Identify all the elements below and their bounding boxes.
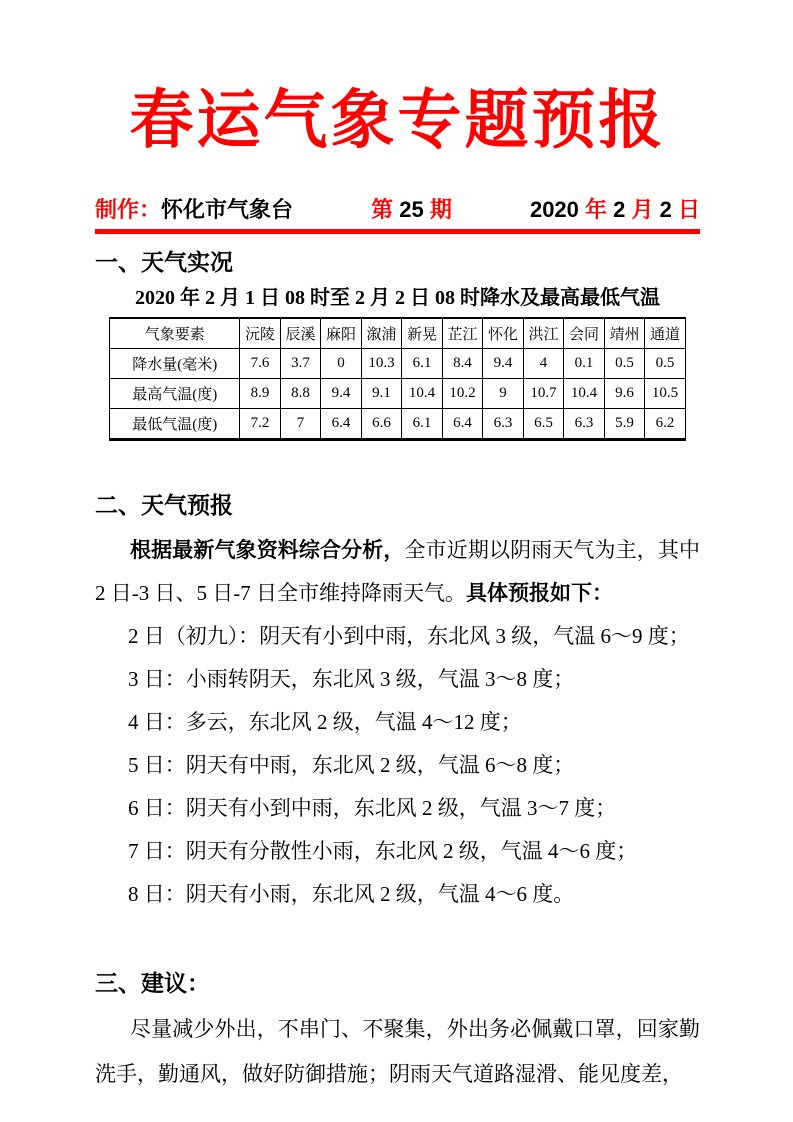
table-cell: 10.7 bbox=[523, 379, 564, 409]
column-header: 洪江 bbox=[523, 318, 564, 349]
column-header: 通道 bbox=[645, 318, 686, 349]
table-cell: 0.5 bbox=[645, 349, 686, 379]
table-cell: 9.6 bbox=[604, 379, 645, 409]
date-year: 2020 bbox=[529, 197, 579, 222]
table-cell: 6.1 bbox=[402, 349, 443, 379]
column-header: 沅陵 bbox=[240, 318, 281, 349]
date-day-label: 日 bbox=[671, 197, 700, 222]
section-heading-weather-actual: 一、天气实况 bbox=[95, 249, 233, 275]
table-cell: 5.9 bbox=[604, 409, 645, 440]
table-cell: 6.5 bbox=[523, 409, 564, 440]
table-cell: 0.5 bbox=[604, 349, 645, 379]
section-heading-advice: 三、建议： bbox=[95, 970, 210, 996]
document-content bbox=[0, 80, 793, 1097]
table-cell: 6.4 bbox=[442, 409, 483, 440]
table-row bbox=[110, 409, 686, 440]
forecast-intro-body: 全市近期以阴雨天气为主，其中 2 日-3 日、5 日-7 日全市维持降雨天气。 bbox=[95, 538, 700, 605]
table-cell: 6.1 bbox=[402, 409, 443, 440]
table-cell: 8.8 bbox=[280, 379, 321, 409]
issue-prefix: 第 bbox=[371, 197, 400, 222]
table-cell: 6.3 bbox=[483, 409, 524, 440]
table-header-row bbox=[110, 318, 686, 349]
table-cell: 9 bbox=[483, 379, 524, 409]
forecast-intro-paragraph bbox=[95, 529, 700, 615]
table-cell: 6.3 bbox=[564, 409, 605, 440]
table-cell: 7 bbox=[280, 409, 321, 440]
page-title: 春运气象专题预报 bbox=[129, 85, 666, 156]
date-year-label: 年 bbox=[578, 197, 614, 222]
column-header: 气象要素 bbox=[110, 318, 240, 349]
column-header: 辰溪 bbox=[280, 318, 321, 349]
table-cell: 7.6 bbox=[240, 349, 281, 379]
date-month: 2 bbox=[613, 197, 626, 222]
column-header: 溆浦 bbox=[361, 318, 402, 349]
issue-info bbox=[371, 196, 452, 224]
table-cell: 10.5 bbox=[645, 379, 686, 409]
table-cell: 8.9 bbox=[240, 379, 281, 409]
table-cell: 9.4 bbox=[321, 379, 362, 409]
forecast-line-day7: 7 日：阴天有分散性小雨，东北风 2 级，气温 4～6 度； bbox=[128, 839, 638, 863]
table-row bbox=[110, 349, 686, 379]
forecast-line-day3: 3 日：小雨转阴天，东北风 3 级，气温 3～8 度； bbox=[128, 667, 575, 691]
table-cell: 0 bbox=[321, 349, 362, 379]
forecast-intro-bold-lead: 根据最新气象资料综合分析， bbox=[130, 539, 405, 562]
producer-label: 制作： bbox=[95, 197, 162, 222]
column-header: 麻阳 bbox=[321, 318, 362, 349]
forecast-line-day4: 4 日：多云，东北风 2 级，气温 4～12 度； bbox=[128, 710, 522, 734]
forecast-line-day6: 6 日：阴天有小到中雨，东北风 2 级，气温 3～7 度； bbox=[128, 796, 617, 820]
forecast-list bbox=[95, 615, 700, 916]
table-cell: 9.1 bbox=[361, 379, 402, 409]
weather-table-head bbox=[110, 318, 686, 349]
column-header: 靖州 bbox=[604, 318, 645, 349]
table-cell: 6.4 bbox=[321, 409, 362, 440]
header-info-row bbox=[95, 196, 700, 224]
table-cell: 6.6 bbox=[361, 409, 402, 440]
issue-date bbox=[530, 196, 700, 224]
table-row bbox=[110, 379, 686, 409]
weather-table-body bbox=[110, 349, 686, 440]
column-header: 新晃 bbox=[402, 318, 443, 349]
row-label: 降水量(毫米) bbox=[110, 349, 240, 379]
table-cell: 4 bbox=[523, 349, 564, 379]
header-divider-rule bbox=[95, 229, 700, 234]
table-cell: 9.4 bbox=[483, 349, 524, 379]
producer-name: 怀化市气象台 bbox=[161, 197, 294, 222]
table-cell: 6.2 bbox=[645, 409, 686, 440]
row-label: 最低气温(度) bbox=[110, 409, 240, 440]
advice-paragraph: 尽量减少外出，不串门、不聚集，外出务必佩戴口罩，回家勤洗手，勤通风，做好防御措施；阴雨天气道路湿滑、能见度差， bbox=[95, 1017, 700, 1086]
row-label: 最高气温(度) bbox=[110, 379, 240, 409]
forecast-line-day2: 2 日（初九）：阴天有小到中雨，东北风 3 级，气温 6～9 度； bbox=[128, 624, 690, 648]
forecast-line-day8: 8 日：阴天有小雨，东北风 2 级，气温 4～6 度。 bbox=[128, 882, 575, 906]
section-heading-forecast: 二、天气预报 bbox=[95, 492, 233, 518]
table-cell: 0.1 bbox=[564, 349, 605, 379]
table-cell: 7.2 bbox=[240, 409, 281, 440]
weather-observation-table bbox=[109, 317, 686, 441]
date-day: 2 bbox=[659, 197, 672, 222]
producer-info bbox=[95, 196, 293, 224]
forecast-intro-bold-tail: 具体预报如下： bbox=[466, 582, 613, 605]
table-cell: 10.4 bbox=[564, 379, 605, 409]
table-cell: 3.7 bbox=[280, 349, 321, 379]
issue-suffix: 期 bbox=[423, 197, 452, 222]
table-cell: 10.4 bbox=[402, 379, 443, 409]
table-cell: 10.3 bbox=[361, 349, 402, 379]
column-header: 芷江 bbox=[442, 318, 483, 349]
column-header: 怀化 bbox=[483, 318, 524, 349]
date-month-label: 月 bbox=[625, 197, 660, 222]
table-cell: 10.2 bbox=[442, 379, 483, 409]
forecast-line-day5: 5 日：阴天有中雨，东北风 2 级，气温 6～8 度； bbox=[128, 753, 575, 777]
issue-number: 25 bbox=[399, 197, 424, 222]
weather-table-caption: 2020 年 2 月 1 日 08 时至 2 月 2 日 08 时降水及最高最低气温 bbox=[135, 287, 660, 309]
column-header: 会同 bbox=[564, 318, 605, 349]
table-cell: 8.4 bbox=[442, 349, 483, 379]
